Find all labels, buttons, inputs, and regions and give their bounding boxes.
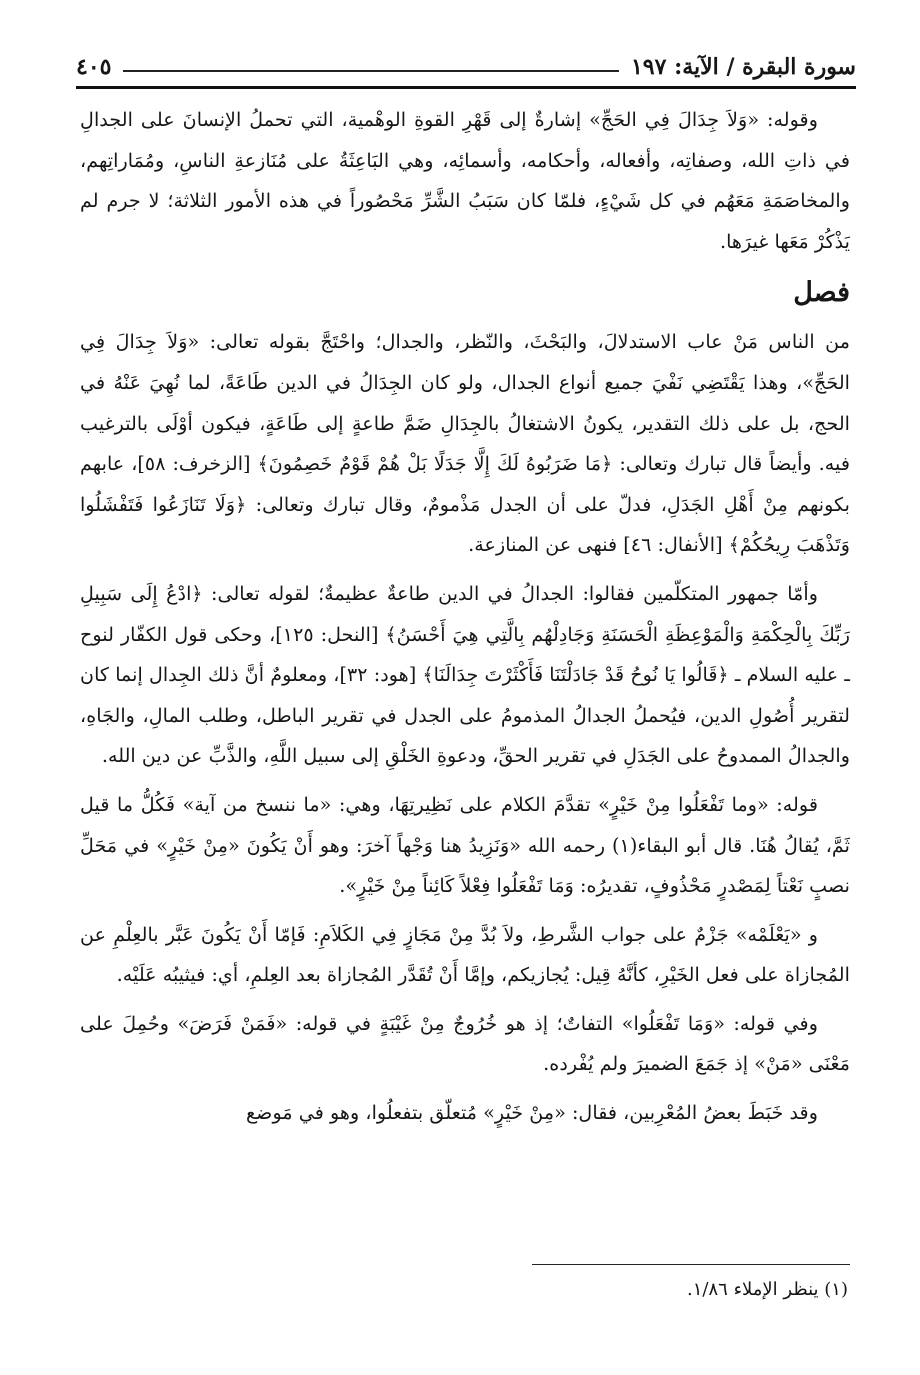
paragraph: وقوله: «وَلاَ جِدَالَ فِي الحَجِّ» إشارةٌ إلى قَهْرِ القوةِ الوهْمية، التي تحملُ الإنسانَ على الجدالِ في ذاتِ الله، وصفاتِه، وأفعاله، وأحكامه، وأسمائِه، وهي البَاعِثَةُ على مُنَازعةِ الناسِ، ومُمَاراتِهم، والمخاصَمَةِ مَعَهُم في كل شَيْءٍ، فلمّا كان سَبَبُ الشَّرِّ مَحْصُوراً في هذه الأمور الثلاثة؛ لا جرم لم يَذْكُرْ مَعَها غيرَها. [80, 108, 850, 253]
header-rule [76, 86, 856, 89]
paragraph: و «يَعْلَمْه» جَزْمٌ على جواب الشَّرطِ، ولاَ بُدَّ مِنْ مَجَازٍ فِي الكَلاَمِ: فَإمّا أَنْ يَكُونَ عَبَّر بالعِلْمِ عن المُجازاة على فعل الخَيْرِ، كأنَّهُ قِيل: يُجازيكم، وإمَّا أَنْ تُقَدَّر المُجازاة بعد العِلمِ، أي: فيثيبُه عَلَيْه. [80, 922, 850, 987]
header-line [123, 70, 619, 72]
footnote-rule [532, 1264, 850, 1265]
footnote: (١) ينظر الإملاء ١/٨٦. [687, 1279, 848, 1300]
paragraph: وقد خَبَطَ بعضُ المُعْرِبين، فقال: «مِنْ خَيْرٍ» مُتعلّق بتفعلُوا، وهو في مَوضع [245, 1101, 818, 1125]
section-title: فصل [793, 277, 850, 309]
running-header [76, 42, 856, 84]
paragraph: وأمّا جمهور المتكلّمين فقالوا: الجدالُ في الدين طاعةٌ عظيمةٌ؛ لقوله تعالى: ﴿ادْعُ إِلَى سَبِيلِ رَبِّكَ بِالْحِكْمَةِ وَالْمَوْعِظَةِ الْحَسَنَةِ وَجَادِلْهُم بِالَّتِي هِيَ أَحْسَنُ﴾ [النحل: ١٢٥]، وحكى قول الكفّار لنوح ـ عليه السلام ـ ﴿قَالُوا يَا نُوحُ قَدْ جَادَلْتَنَا فَأَكْثَرْتَ جِدَالَنَا﴾ [هود: ٣٢]، ومعلومٌ أنَّ ذلك الجِدال إنما كان لتقرير أُصُولِ الدين، فيُحملُ الجدالُ المذمومُ على الجدل في تقرير الباطل، وطلب المالِ، والجَاهِ، والجدالُ الممدوحُ على الجَدَلِ في تقرير الحقِّ، ودعوةِ الخَلْقِ إلى سبيل اللَّهِ، والذَّبِّ عن دين الله. [80, 581, 851, 768]
surah-verse-title: سورة البقرة / الآية: ١٩٧ [630, 54, 856, 80]
paragraph: وفي قوله: «وَمَا تَفْعَلُوا» التفاتٌ؛ إذ هو خُرُوجٌ مِنْ غَيْبَةٍ في قوله: «فَمَنْ فَرَضَ» وحُمِلَ على مَعْنَى «مَنْ» إذ جَمَعَ الضميرَ ولم يُفْرده. [80, 1011, 850, 1076]
paragraph: من الناس مَنْ عاب الاستدلالَ، والبَحْثَ، والنّظر، والجدال؛ واحْتَجَّ بقوله تعالى: «وَلاَ جِدَالَ فِي الحَجِّ»، وهذا يَقْتَضِي نَفْيَ جميع أنواع الجدال، ولو كان الجِدَالُ في الدين طَاعَةً، لما نُهِيَ عَنْهُ في الحج، بل على ذلك التقدير، يكونُ الاشتغالُ بالجِدَالِ ضَمَّ طاعةٍ إلى طَاعَةٍ، فيكون أوْلَى بالترغيب فيه. وأيضاً قال تبارك وتعالى: ﴿مَا ضَرَبُوهُ لَكَ إِلَّا جَدَلًا بَلْ هُمْ قَوْمٌ خَصِمُونَ﴾ [الزخرف: ٥٨]، عابهم بكونهم مِنْ أَهْلِ الجَدَلِ، فدلّ على أن الجدل مَذْمومٌ، وقال تبارك وتعالى: ﴿وَلَا تَنَازَعُوا فَتَفْشَلُوا وَتَذْهَبَ رِيحُكُمْ﴾ [الأنفال: ٤٦] فنهى عن المنازعة. [80, 330, 850, 557]
page-number: ٤٠٥ [76, 54, 112, 80]
paragraph: قوله: «وما تَفْعَلُوا مِنْ خَيْرٍ» تقدَّمَ الكلام على نَظِيرتِهَا، وهي: «ما ننسخ من آية» فَكُلُّ ما قيل ثَمَّ، يُقالُ هُنَا. قال أبو البقاء(١) رحمه الله «وَنَزِيدُ هنا وَجْهاً آخرَ: وهو أَنْ يَكُونَ «مِنْ خَيْرٍ» في مَحَلِّ نصبٍ نَعْتاً لِمَصْدرٍ مَحْذُوفٍ، تقديرُه: وَمَا تَفْعَلُوا فِعْلاً كَائِناً مِنْ خَيْرٍ». [80, 792, 850, 898]
main-text [80, 100, 850, 1142]
